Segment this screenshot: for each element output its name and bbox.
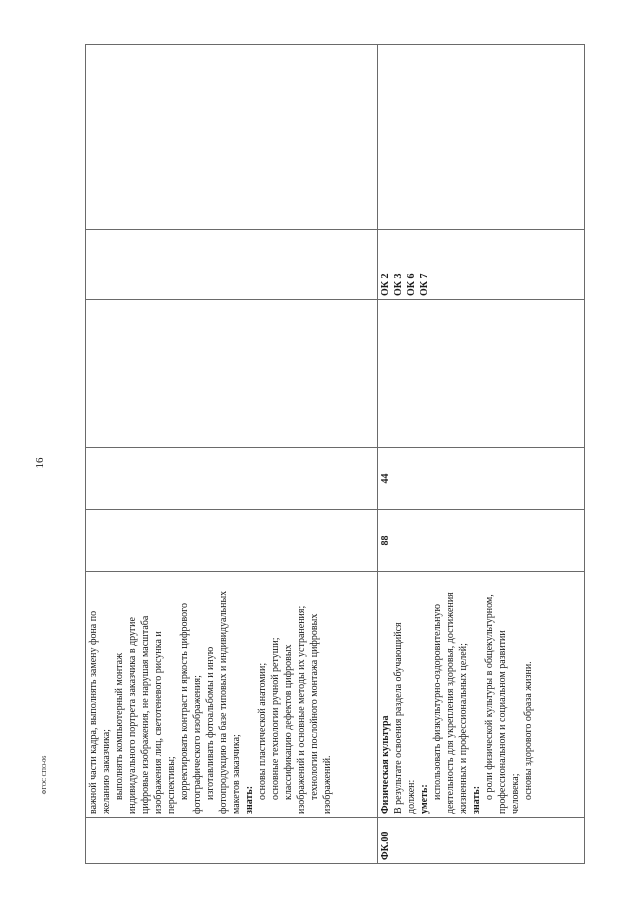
text-line: технологии послойного монтажа цифровых: [309, 613, 320, 800]
text-line: изображения лиц, светотеневого рисунка и: [153, 631, 164, 814]
row1-aud-hours-cell: [86, 448, 378, 510]
row1-extra-cell: [86, 45, 378, 230]
row2-max-hours-cell: 88: [378, 510, 585, 572]
text-line: Физическая культура: [380, 715, 391, 814]
text-line: макетов заказчика;: [231, 734, 242, 814]
table-row-physical-culture: [378, 45, 585, 864]
competency-code: ОК 3: [393, 273, 404, 296]
text-line: о роли физической культуры в общекультурном,: [484, 594, 495, 800]
text-line: изготавливать фотоальбомы и иную: [205, 646, 216, 800]
text-line: выполнять компьютерный монтаж: [114, 652, 125, 800]
row2-code-cell: ФК.00: [378, 818, 585, 864]
row2-competencies-cell: [378, 230, 585, 300]
text-line: использовать физкультурно-оздоровительную: [432, 604, 443, 800]
row1-competencies-cell: [86, 230, 378, 300]
text-line: классификацию дефектов цифровых: [283, 644, 294, 800]
row2-empty-cell: [378, 300, 585, 448]
text-line: человека;: [510, 773, 521, 814]
text-line: деятельность для укрепления здоровья, достижения: [445, 592, 456, 814]
competency-code: ОК 7: [419, 273, 430, 296]
rotated-table-container: [85, 44, 585, 864]
text-line: знать:: [244, 785, 255, 814]
text-line: жизненных и профессиональных целей;: [458, 643, 469, 814]
text-line: основные технологии ручной ретуши;: [270, 637, 281, 800]
text-line: цифровые изображения, не нарушая масштаба: [140, 615, 151, 814]
text-line: изображений.: [322, 755, 333, 814]
text-line: фотографического изображения;: [192, 675, 203, 814]
row2-aud-hours-cell: 44: [378, 448, 585, 510]
text-line: основы пластической анатомии;: [257, 662, 268, 800]
text-line: уметь:: [419, 784, 430, 814]
competency-code: ОК 6: [406, 273, 417, 296]
text-line: перспективы;: [166, 756, 177, 814]
row2-content-cell: [378, 572, 585, 818]
row2-extra-cell: [378, 45, 585, 230]
competency-code: ОК 2: [380, 273, 391, 296]
text-line: корректировать контраст и яркость цифрового: [179, 603, 190, 800]
curriculum-table: [85, 44, 585, 864]
text-line: основы здорового образа жизни.: [523, 661, 534, 800]
text-line: фотопродукцию на базе типовых и индивидуальных: [218, 590, 229, 814]
row1-max-hours-cell: [86, 510, 378, 572]
text-line: индивидуального портрета заказчика в другие: [127, 617, 138, 814]
footer-code: ФГОС СПО-06: [42, 755, 48, 795]
text-line: В результате освоения раздела обучающийся: [393, 622, 404, 814]
text-line: знать:: [471, 785, 482, 814]
table-row-retouch: [86, 45, 378, 864]
row1-content-cell: [86, 572, 378, 818]
page-number: 16: [34, 457, 46, 469]
text-line: должен:: [406, 779, 417, 814]
text-line: изображений и основные методы их устранения;: [296, 605, 307, 814]
text-line: профессиональном и социальном развитии: [497, 630, 508, 814]
row1-empty-cell: [86, 300, 378, 448]
row1-code-cell: [86, 818, 378, 864]
text-line: важной части кадра, выполнять замену фона по: [88, 610, 99, 814]
text-line: желанию заказчика;: [101, 729, 112, 814]
